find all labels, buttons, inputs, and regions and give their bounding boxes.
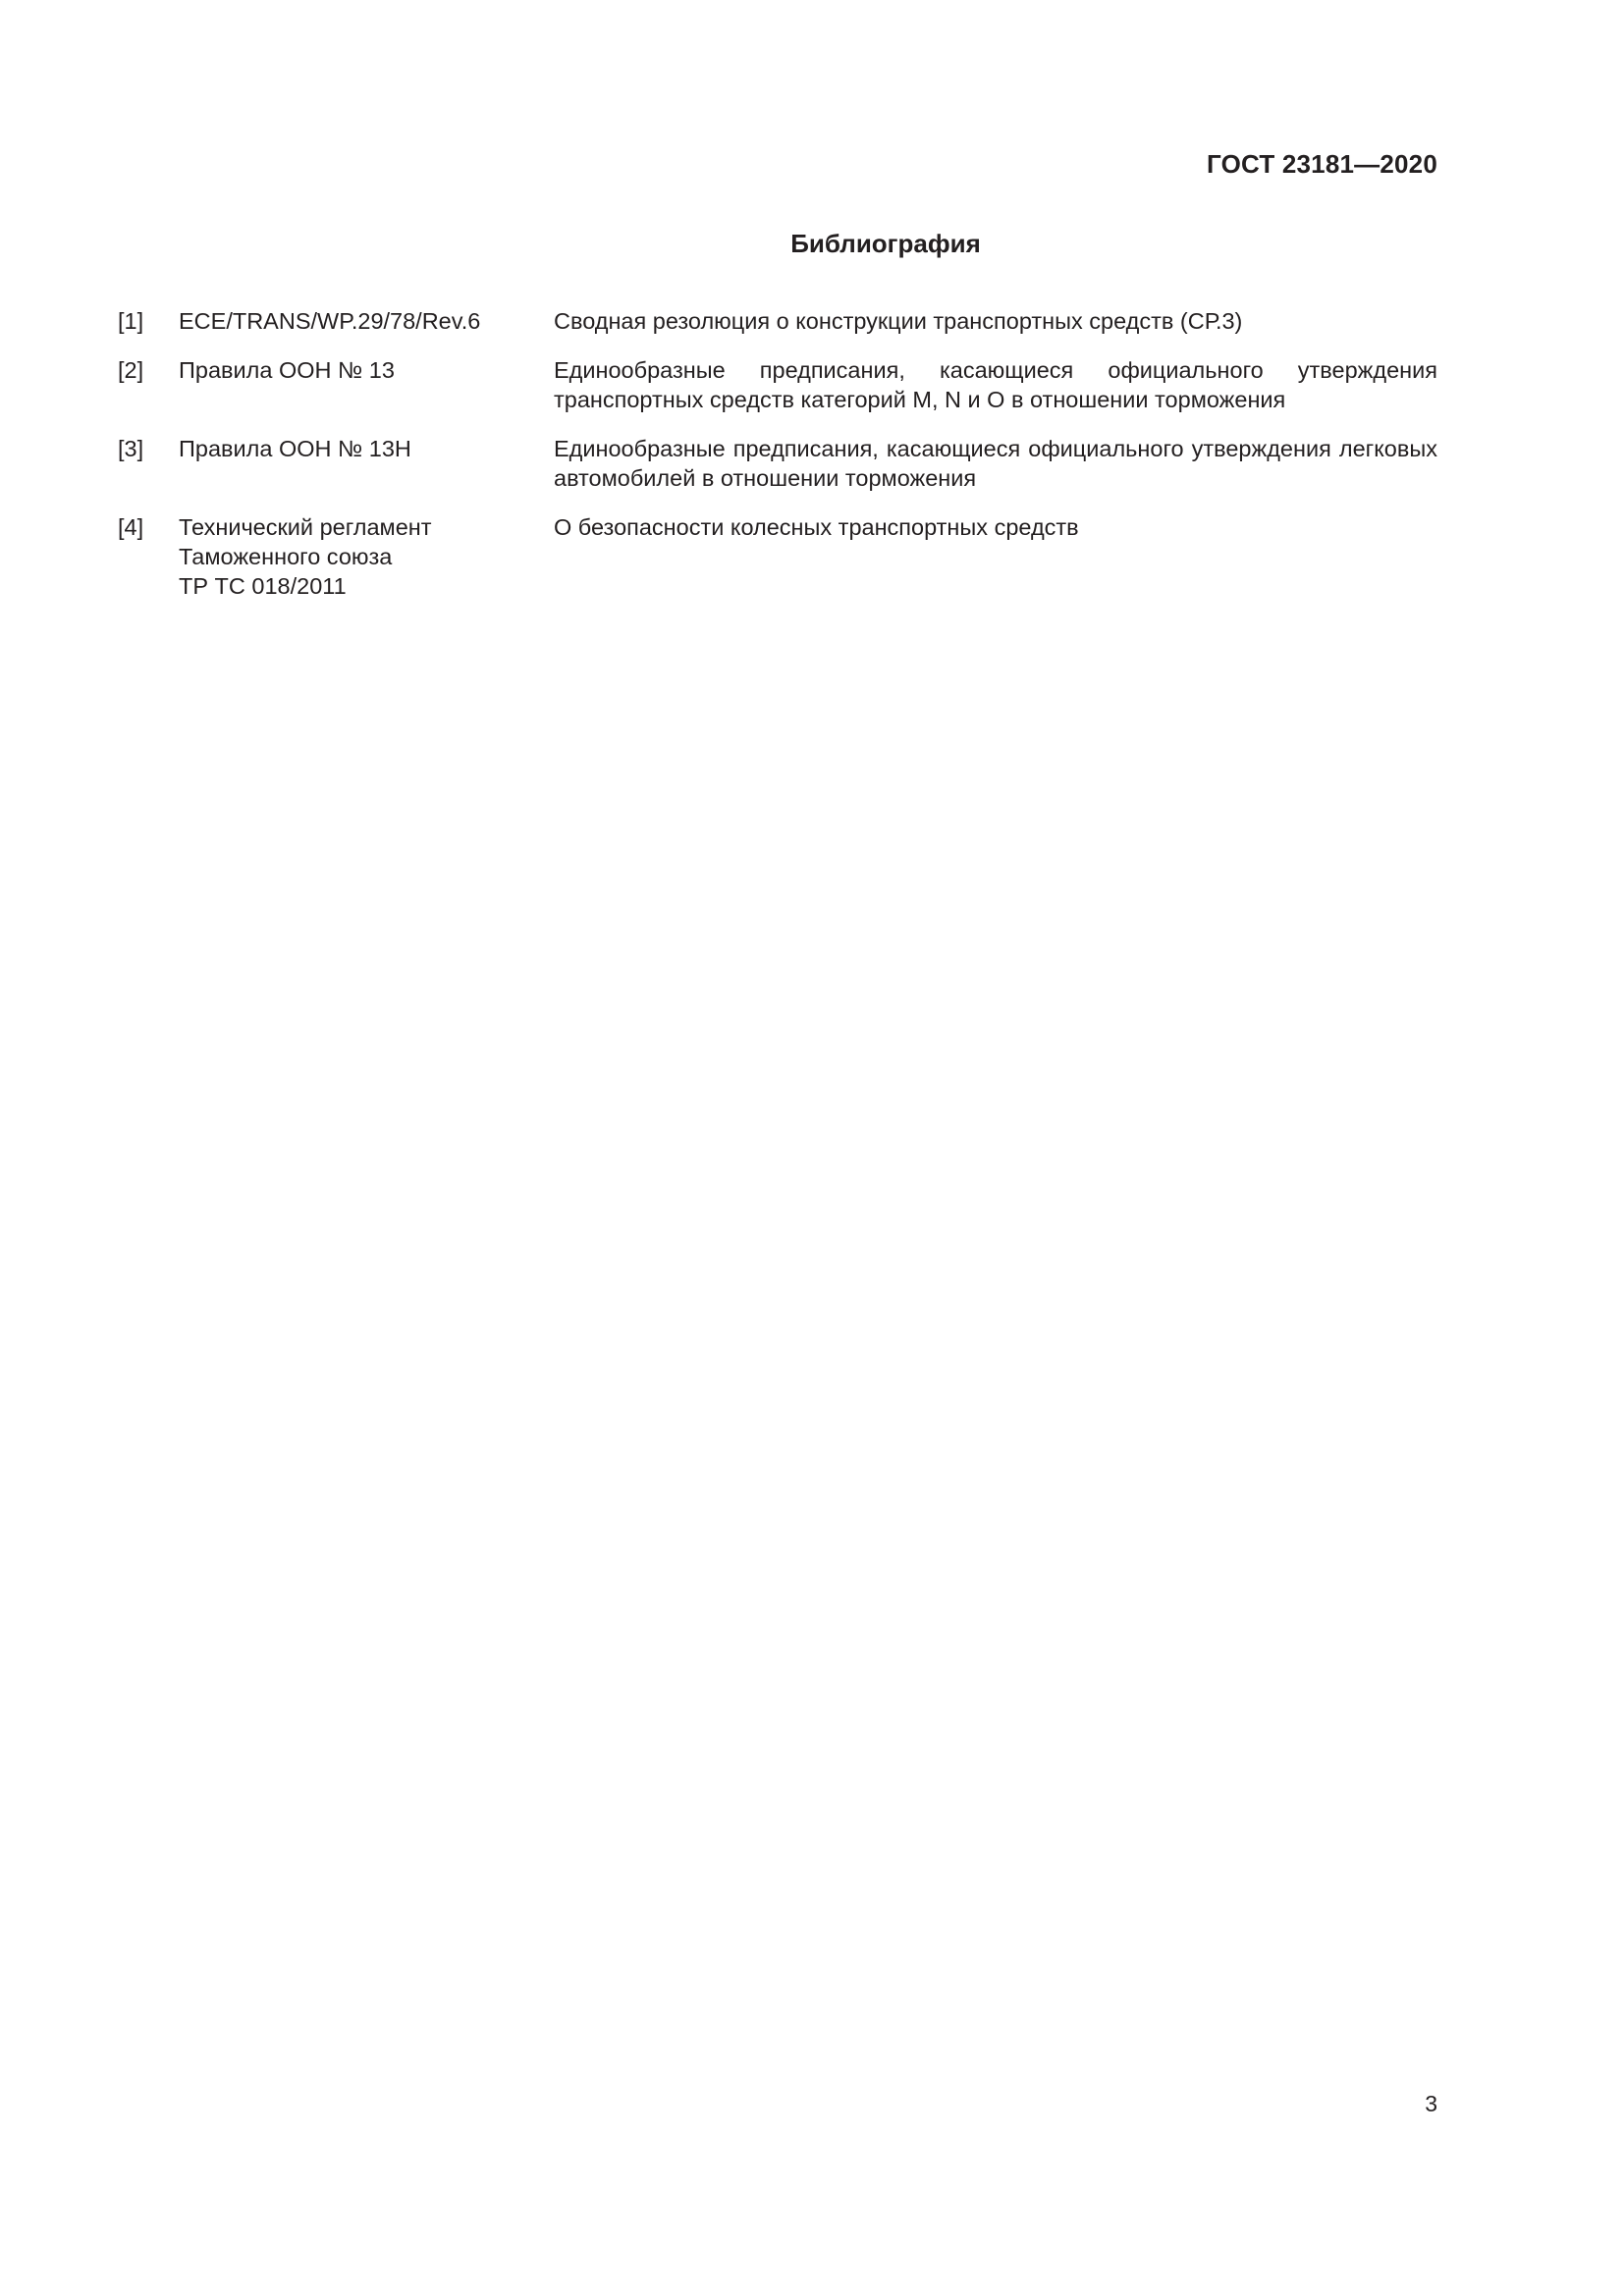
entry-reference: ECE/TRANS/WP.29/78/Rev.6	[179, 308, 481, 334]
entry-number: [3]	[118, 436, 144, 461]
entry-description: Единообразные предписания, касающиеся официального утверждения легковых автомобилей в отношении торможения	[554, 436, 1437, 491]
entry-number: [1]	[118, 308, 144, 334]
entry-description: Единообразные предписания, касающиеся официального утверждения транспортных средств категорий M, N и O в отношении торможения	[554, 357, 1437, 412]
bibliography-entry	[118, 306, 1437, 336]
entry-reference: Технический регламент Таможенного союза ТР ТС 018/2011	[179, 514, 432, 599]
bibliography-entry	[118, 434, 1437, 493]
entry-number: [4]	[118, 514, 144, 540]
entry-description: Сводная резолюция о конструкции транспортных средств (СР.3)	[554, 308, 1243, 334]
entry-reference: Правила ООН № 13Н	[179, 436, 411, 461]
bibliography-entry	[118, 355, 1437, 414]
bibliography-list	[118, 306, 1437, 601]
bibliography-entry	[118, 512, 1437, 601]
document-code: ГОСТ 23181—2020	[1207, 149, 1437, 179]
entry-description: О безопасности колесных транспортных средств	[554, 514, 1079, 540]
entry-reference: Правила ООН № 13	[179, 357, 395, 383]
page-number: 3	[1425, 2091, 1437, 2116]
section-title: Библиография	[790, 229, 981, 258]
entry-number: [2]	[118, 357, 144, 383]
